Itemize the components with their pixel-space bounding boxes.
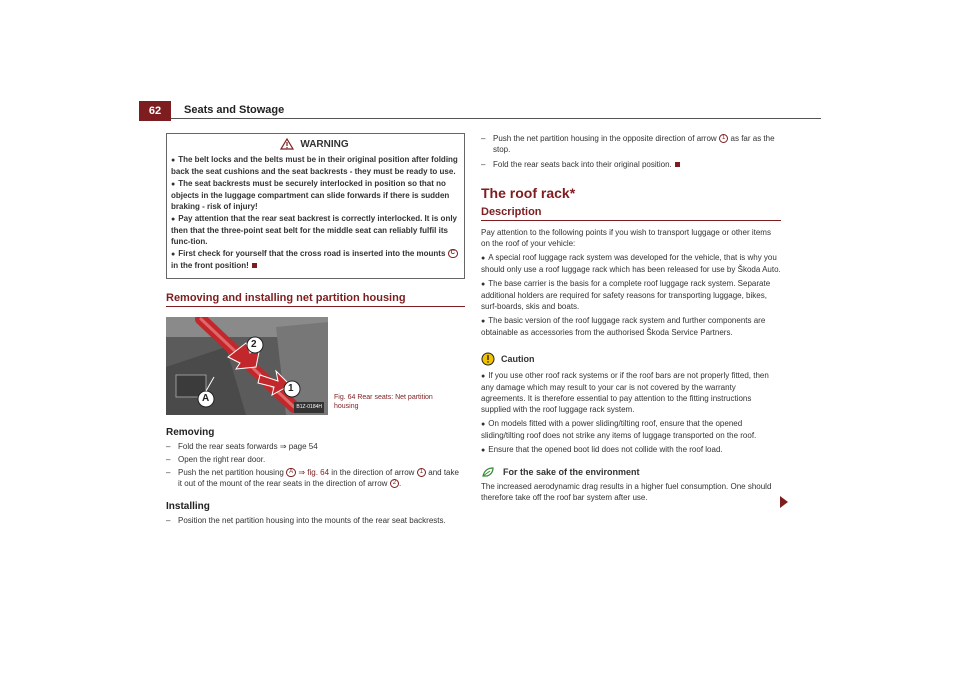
section-title: Removing and installing net partition housing	[166, 293, 465, 307]
list-item: ● On models fitted with a power sliding/tilting roof, ensure that the opened sliding/tilting roof does not strike any items of luggage transported on the roof.	[481, 419, 757, 440]
figure	[166, 317, 465, 415]
arrow-1-marker: 1	[417, 468, 426, 477]
figure-label: 1	[288, 383, 294, 394]
left-column	[166, 133, 465, 528]
step-text: Position the net partition housing into the mounts of the rear seat backrests.	[178, 516, 446, 525]
bullet-icon: ●	[481, 421, 486, 428]
figure-image	[166, 317, 328, 415]
warning-text: The belt locks and the belts must be in their original position after folding back the seat cushions and the seat backrests - they must be ready to use.	[171, 155, 458, 176]
bullet-icon: ●	[481, 318, 486, 325]
list-item: ● The base carrier is the basis for a complete roof luggage rack system. Separate additional holders are required for safety reasons for transporting luggage, bikes, surf-boards, skis and boats.	[481, 279, 771, 311]
warning-triangle-icon	[280, 138, 294, 150]
bullet-icon: ●	[481, 373, 486, 380]
step-text: Open the right rear door.	[178, 455, 266, 464]
arrow-2-marker: 2	[390, 479, 399, 488]
step-item: – Fold the rear seats back into their original position.	[481, 159, 781, 170]
bullet-icon: ●	[171, 216, 176, 223]
bullet-icon: ●	[171, 251, 176, 258]
arrow-1-marker: 1	[719, 134, 728, 143]
caution-icon	[481, 352, 495, 366]
warning-text: The seat backrests must be securely interlocked in position so that no objects in the luggage compartment can slide forwards if there is sudden braking - risk of injury!	[171, 179, 450, 211]
warning-text: in the front position!	[171, 261, 249, 270]
next-page-arrow-icon[interactable]	[780, 496, 788, 508]
bullet-icon: ●	[481, 281, 486, 288]
warning-item	[171, 213, 458, 247]
step-item: – Push the net partition housing A ⇒ fig. 64 in the direction of arrow 1 and take it out of the mount of the rear seats in the direction of arrow 2 .	[166, 467, 465, 489]
end-marker-icon	[675, 162, 680, 167]
label-c-marker: C	[448, 249, 458, 258]
list-item: ● The basic version of the roof luggage rack system and further components are obtainable as accessories from the authorised Škoda Service Partners.	[481, 316, 766, 337]
page-number: 62	[139, 101, 171, 121]
figure-code: B1Z-0184H	[294, 402, 324, 413]
figure-caption: Fig. 64 Rear seats: Net partition housing	[334, 394, 433, 410]
step-item: – Position the net partition housing into the mounts of the rear seat backrests.	[166, 516, 446, 525]
bullet-icon: ●	[481, 447, 486, 454]
net-partition-illustration	[166, 317, 328, 415]
list-item: ● Ensure that the opened boot lid does not collide with the roof load.	[481, 445, 723, 454]
warning-title: WARNING	[300, 138, 349, 150]
header-rule	[171, 118, 821, 119]
description-heading: Description	[481, 207, 781, 221]
figure-label: A	[202, 393, 210, 404]
bullet-icon: ●	[171, 181, 176, 188]
environment-text: The increased aerodynamic drag results in a higher fuel consumption. One should therefore take off the roof bar system after use.	[481, 482, 772, 502]
roof-rack-title: The roof rack*	[481, 185, 576, 201]
warning-text: First check for yourself that the cross road is inserted into the mounts	[178, 249, 446, 258]
end-marker-icon	[252, 263, 257, 268]
bullet-icon: ●	[171, 157, 176, 164]
installing-heading: Installing	[166, 501, 210, 512]
list-item: ● A special roof luggage rack system was developed for the vehicle, that is why you should only use a roof luggage rack which has been released for use by Škoda Auto.	[481, 253, 781, 274]
figure-link[interactable]: ⇒ fig. 64	[298, 468, 330, 477]
warning-heading	[171, 138, 458, 150]
intro-text: Pay attention to the following points if you wish to transport luggage or other items on the roof of your vehicle:	[481, 228, 771, 248]
warning-item	[171, 178, 458, 212]
caution-title: Caution	[501, 353, 535, 364]
list-item: ● If you use other roof rack systems or if the roof bars are not properly fitted, then any damage which may result to your car is not covered by the warranty agreements. It is therefore essential to pay attention to the fitting instructions supplied with the roof luggage rack system.	[481, 371, 769, 414]
step-text: Fold the rear seats back into their original position.	[493, 159, 680, 170]
bullet-icon: ●	[481, 255, 486, 262]
warning-text: Pay attention that the rear seat backrest is correctly interlocked. It is only then that the three-point seat belt for the middle seat can reliably fulfil its func-tion.	[171, 214, 457, 246]
figure-label: 2	[251, 339, 257, 350]
right-column	[481, 133, 781, 503]
caution-heading	[481, 352, 781, 366]
step-item: – Fold the rear seats forwards ⇒ page 54	[166, 442, 318, 451]
removing-heading: Removing	[166, 427, 215, 438]
label-a-marker: A	[286, 468, 296, 477]
environment-title: For the sake of the environment	[503, 466, 640, 477]
environment-icon	[481, 466, 497, 478]
step-item: – Push the net partition housing in the opposite direction of arrow 1 as far as the stop.	[481, 133, 781, 155]
warning-item	[171, 248, 458, 271]
page-header-title: Seats and Stowage	[184, 104, 285, 116]
warning-item	[171, 154, 458, 177]
step-item: – Open the right rear door.	[166, 455, 266, 464]
step-text: Push the net partition housing in the opposite direction of arrow 1 as far as the stop.	[493, 134, 775, 154]
warning-box	[166, 133, 465, 279]
step-text: Fold the rear seats forwards ⇒ page 54	[178, 442, 318, 451]
step-text: Push the net partition housing A ⇒ fig. 64 in the direction of arrow 1 and take it out of the mount of the rear seats in the direction of arrow 2 .	[178, 468, 459, 488]
environment-heading	[481, 466, 781, 478]
